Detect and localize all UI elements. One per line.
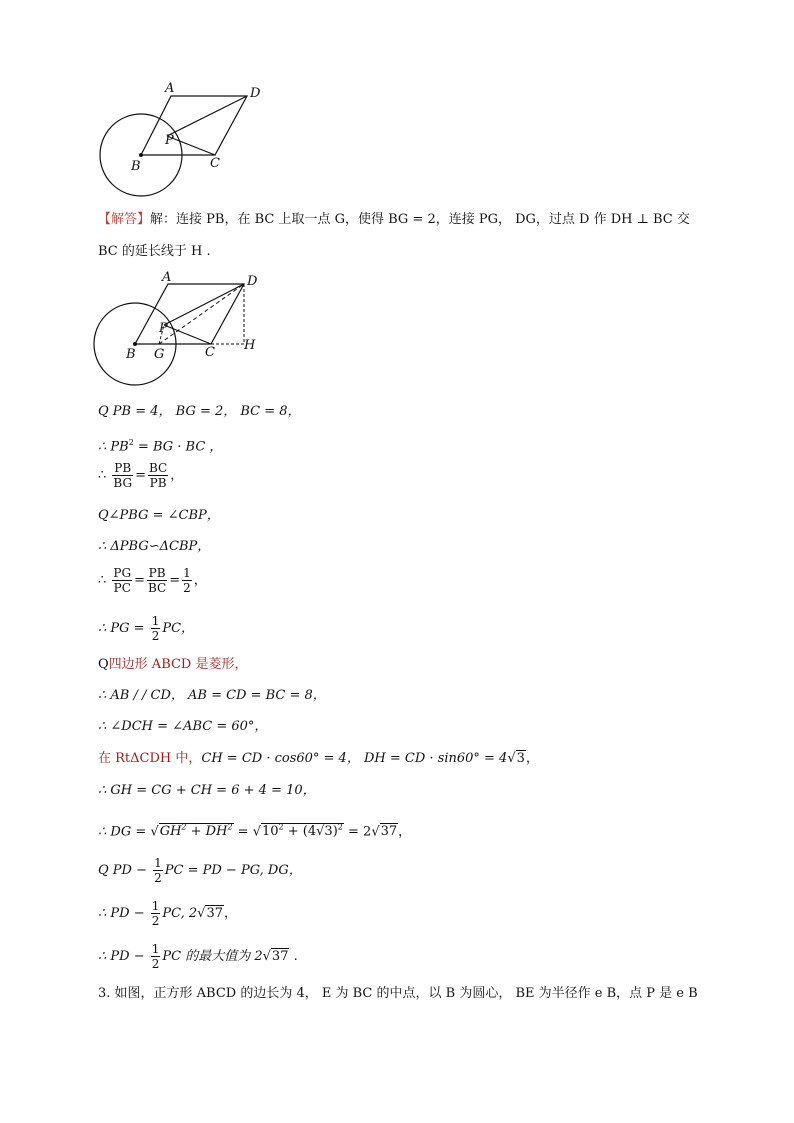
step-3: ∴ $\frac{PB}{BG}$ = $\frac{BC}{PB}$ ， <box>98 461 184 490</box>
step-1: Q PB = 4， BG = 2， BC = 8， <box>98 404 301 419</box>
figure-2 <box>92 270 272 388</box>
fraction: $\frac{1}{2}$ <box>151 942 160 971</box>
step-15: ∴ PD − $\frac{1}{2}$ PC, 2√37， <box>98 899 238 928</box>
figure-1 <box>95 78 275 198</box>
label-b: B <box>131 159 141 174</box>
label-p: P <box>165 133 174 148</box>
fraction: $\frac{1}{2}$ <box>151 614 160 643</box>
answer-line-1 <box>98 211 690 229</box>
point-b <box>139 153 143 157</box>
answer-text-1: 解：连接 PB，在 BC 上取一点 G，使得 BG = 2，连接 PG， DG，过点 D 作 DH ⊥ BC 交 <box>150 212 690 227</box>
label-b: B <box>126 347 136 362</box>
segment-pc <box>167 136 215 155</box>
point-b <box>133 342 137 346</box>
label-a: A <box>162 270 172 285</box>
step-6: ∴ $\frac{PG}{PC}$ = $\frac{PB}{BC}$ = $\frac{1}{2}$ ， <box>98 566 207 595</box>
step-14: Q PD − $\frac{1}{2}$ PC = PD − PG, DG， <box>98 856 302 885</box>
answer-tag: 【解答】 <box>98 212 151 227</box>
label-d: D <box>247 274 258 289</box>
label-d: D <box>250 86 261 101</box>
fraction: $\frac{PG}{PC}$ <box>113 566 132 595</box>
label-c: C <box>210 156 220 171</box>
segment-pd <box>167 96 247 136</box>
fraction: $\frac{PB}{BC}$ <box>148 566 167 595</box>
step-16: ∴ PD − $\frac{1}{2}$ PC 的最大值为 2√37 . <box>98 942 298 971</box>
fraction: $\frac{BC}{PB}$ <box>148 461 168 490</box>
label-a: A <box>165 81 175 96</box>
label-c: C <box>205 345 215 360</box>
fraction: $\frac{1}{2}$ <box>154 856 162 885</box>
step-13: ∴ DG = $√GH^2 + DH^2 = √10^2 + (4√3)^2 = 2√37$， <box>98 823 412 840</box>
step-12: ∴ GH = CG + CH = 6 + 4 = 10， <box>98 783 316 798</box>
step-9: ∴ AB / / CD， AB = CD = BC = 8， <box>98 688 326 703</box>
answer-text-2: BC 的延长线于 H . <box>98 244 211 259</box>
problem-3: 3. 如图，正方形 ABCD 的边长为 4， E 为 BC 的中点，以 B 为圆心， BE 为半径作 e B，点 P 是 e B <box>98 986 698 1001</box>
answer-line-2 <box>98 243 211 261</box>
label-g: G <box>154 347 165 362</box>
label-h: H <box>244 338 256 353</box>
label-p: P <box>159 321 168 336</box>
fraction: $\frac{PB}{BG}$ <box>113 461 133 490</box>
step-8: Q四边形 ABCD 是菱形， <box>98 657 248 672</box>
step-5: ∴ ΔPBG∽ΔCBP， <box>98 539 211 554</box>
segment-pc <box>164 325 211 344</box>
step-11: 在 RtΔCDH 中，CH = CD · cos60° = 4， DH = CD · sin60° = 4√3， <box>98 751 539 766</box>
step-4: Q∠PBG = ∠CBP， <box>98 508 220 523</box>
segment-dg <box>159 284 244 344</box>
step-2: ∴ $PB^2$ = BG · BC ， <box>98 438 223 455</box>
step-7: ∴ PG = $\frac{1}{2}$ PC， <box>98 614 195 643</box>
fraction: $\frac{1}{2}$ <box>183 566 191 595</box>
step-10: ∴ ∠DCH = ∠ABC = 60°， <box>98 719 268 734</box>
segment-pd <box>164 284 244 325</box>
fraction: $\frac{1}{2}$ <box>151 899 160 928</box>
